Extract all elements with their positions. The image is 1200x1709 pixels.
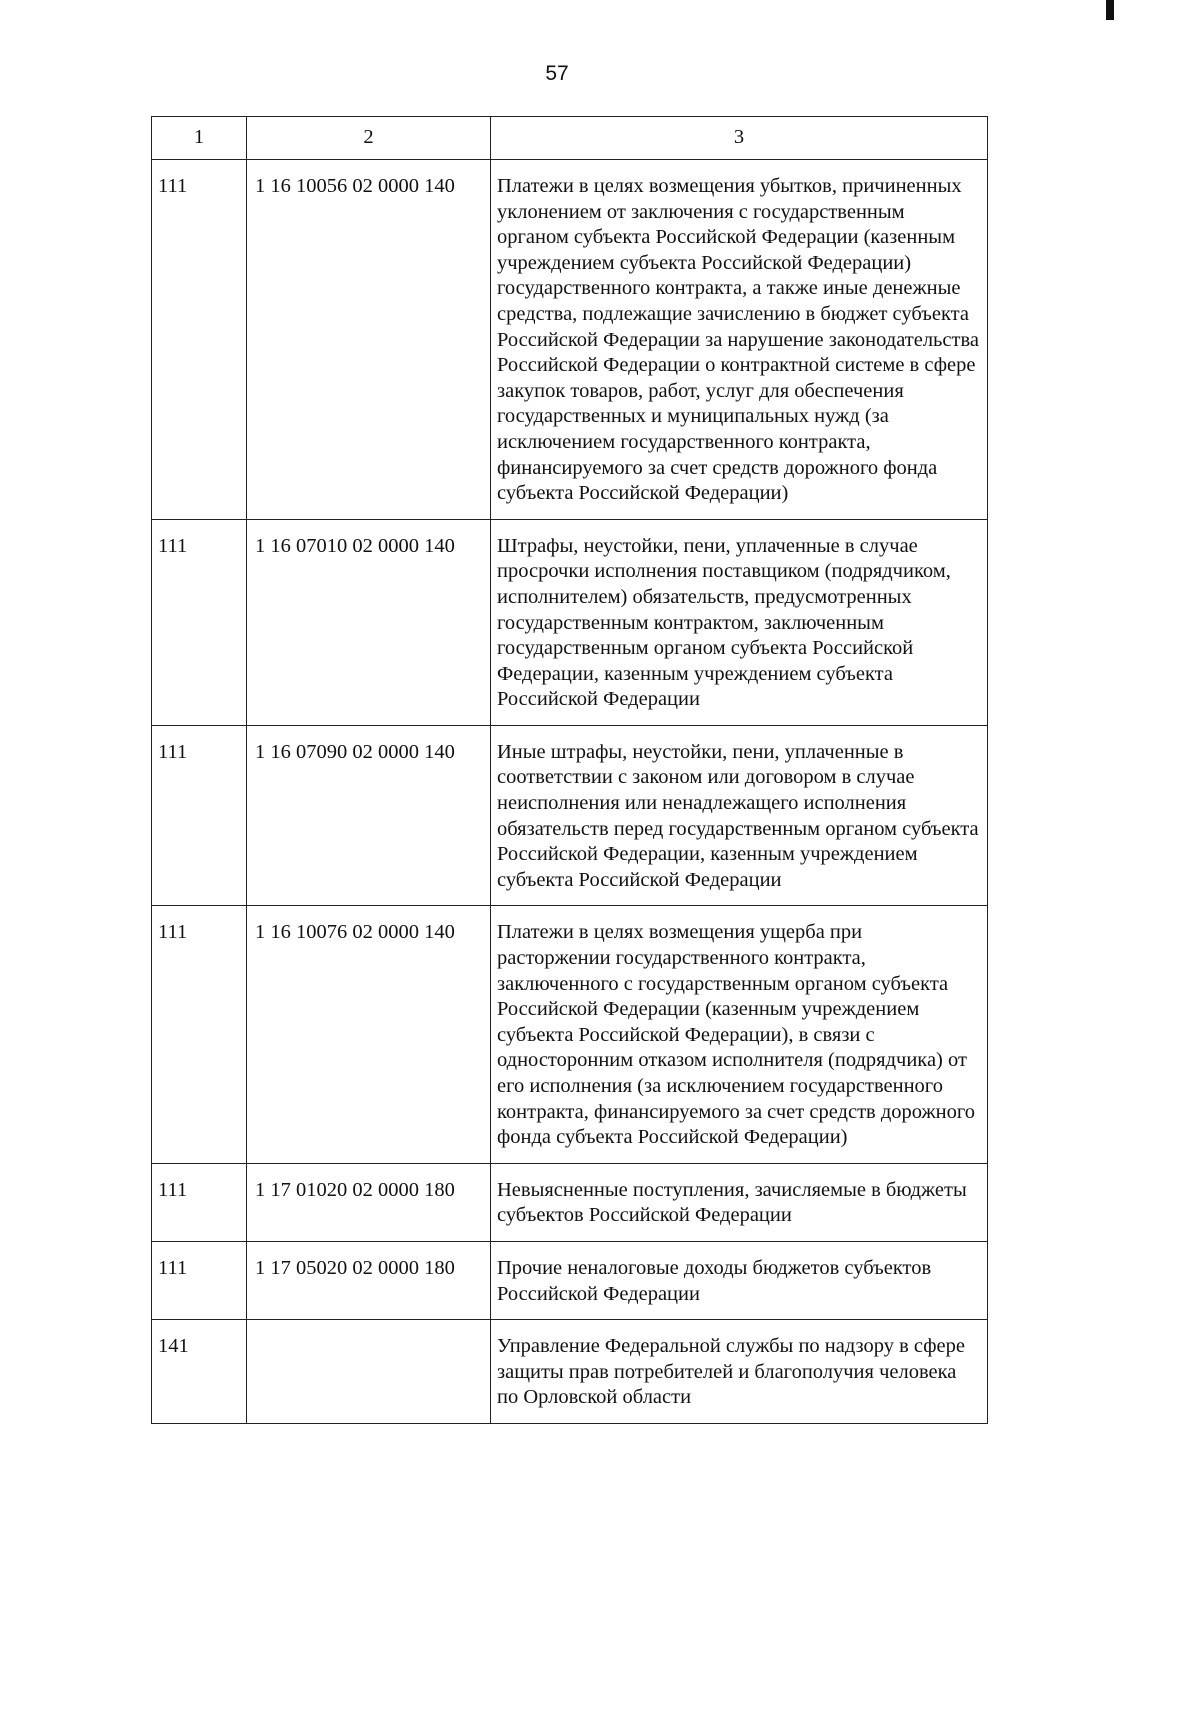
table-row — [152, 160, 988, 520]
description-cell: Платежи в целях возмещения убытков, причиненных уклонением от заключения с государственным органом субъекта Российской Федерации (казенным учреждением субъекта Российской Федерации) государственного контракта, а также иные денежные средства, подлежащие зачислению в бюджет субъекта Российской Федерации за нарушение законодательства Российской Федерации о контрактной системе в сфере закупок товаров, работ, услуг для обеспечения государственных и муниципальных нужд (за исключением государственного контракта, финансируемого за счет средств дорожного фонда субъекта Российской Федерации) — [491, 160, 988, 520]
admin-code-cell: 111 — [152, 1163, 247, 1241]
admin-code-cell: 111 — [152, 160, 247, 520]
description-cell: Платежи в целях возмещения ущерба при расторжении государственного контракта, заключенного с государственным органом субъекта Российской Федерации (казенным учреждением субъекта Российской Федерации), в связи с односторонним отказом исполнителя (подрядчика) от его исполнения (за исключением государственного контракта, финансируемого за счет средств дорожного фонда субъекта Российской Федерации) — [491, 906, 988, 1163]
admin-code-cell: 141 — [152, 1320, 247, 1424]
description-cell: Иные штрафы, неустойки, пени, уплаченные в соответствии с законом или договором в случае неисполнения или ненадлежащего исполнения обязательств перед государственным органом субъекта Российской Федерации, казенным учреждением субъекта Российской Федерации — [491, 725, 988, 906]
admin-code-cell: 111 — [152, 1241, 247, 1319]
table-row — [152, 1241, 988, 1319]
table-row — [152, 1163, 988, 1241]
kbk-code-cell: 1 16 10076 02 0000 140 — [247, 906, 491, 1163]
table-row — [152, 519, 988, 725]
description-cell: Прочие неналоговые доходы бюджетов субъектов Российской Федерации — [491, 1241, 988, 1319]
admin-code-cell: 111 — [152, 519, 247, 725]
admin-code-cell: 111 — [152, 906, 247, 1163]
description-cell: Невыясненные поступления, зачисляемые в бюджеты субъектов Российской Федерации — [491, 1163, 988, 1241]
kbk-code-cell: 1 16 10056 02 0000 140 — [247, 160, 491, 520]
scan-corner-mark — [1106, 0, 1114, 20]
table-row — [152, 725, 988, 906]
column-header-3: 3 — [491, 117, 988, 160]
description-cell: Штрафы, неустойки, пени, уплаченные в случае просрочки исполнения поставщиком (подрядчиком, исполнителем) обязательств, предусмотренных государственным контрактом, заключенным государственным органом субъекта Российской Федерации, казенным учреждением субъекта Российской Федерации — [491, 519, 988, 725]
page-number: 57 — [545, 62, 569, 85]
kbk-code-cell: 1 16 07090 02 0000 140 — [247, 725, 491, 906]
column-header-2: 2 — [247, 117, 491, 160]
table-row — [152, 1320, 988, 1424]
description-cell: Управление Федеральной службы по надзору в сфере защиты прав потребителей и благополучия человека по Орловской области — [491, 1320, 988, 1424]
table-row — [152, 906, 988, 1163]
kbk-code-cell: 1 17 01020 02 0000 180 — [247, 1163, 491, 1241]
admin-code-cell: 111 — [152, 725, 247, 906]
budget-codes-table — [151, 116, 988, 1424]
kbk-code-cell: 1 16 07010 02 0000 140 — [247, 519, 491, 725]
column-header-1: 1 — [152, 117, 247, 160]
kbk-code-cell: 1 17 05020 02 0000 180 — [247, 1241, 491, 1319]
kbk-code-cell — [247, 1320, 491, 1424]
table-header-row — [152, 117, 988, 160]
